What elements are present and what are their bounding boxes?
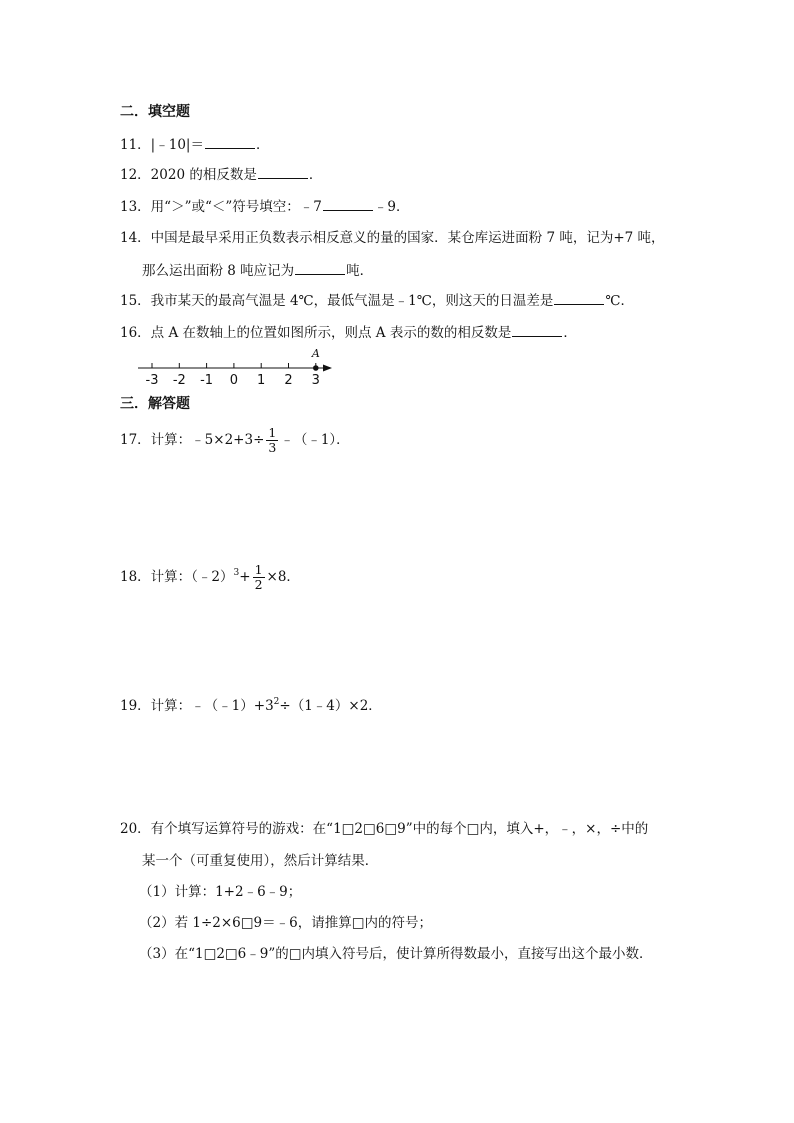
tick-label: 2 bbox=[284, 373, 293, 388]
question-text: ℃． bbox=[605, 293, 634, 309]
question-14-line2 bbox=[142, 261, 373, 280]
question-20-part3: （3）在“1□2□6﹣9”的□内填入符号后，使计算所得数最小，直接写出这个最小数． bbox=[139, 946, 653, 962]
question-12 bbox=[120, 165, 322, 184]
question-text: 16．点 A 在数轴上的位置如图所示，则点 A 表示的数的相反数是 bbox=[120, 325, 512, 341]
question-text: 吨． bbox=[346, 263, 374, 279]
question-text: ÷（1﹣4）×2． bbox=[279, 698, 382, 714]
question-text: 18．计算：（﹣2） bbox=[120, 569, 234, 585]
question-text: ． bbox=[563, 325, 577, 341]
exponent: 2 bbox=[273, 697, 280, 707]
section-title-solve: 三．解答题 bbox=[120, 396, 190, 412]
answer-blank[interactable] bbox=[512, 323, 562, 337]
question-text: ﹣（﹣1）． bbox=[280, 432, 350, 448]
answer-blank[interactable] bbox=[258, 165, 308, 179]
question-text: 15．我市某天的最高气温是 4℃，最低气温是﹣1℃，则这天的日温差是 bbox=[120, 293, 554, 309]
point-a-marker bbox=[313, 365, 319, 371]
fraction-denominator: 2 bbox=[254, 577, 263, 592]
question-20-part1: （1）计算：1+2﹣6﹣9； bbox=[139, 884, 302, 900]
question-20-line1: 20．有个填写运算符号的游戏：在“1□2□6□9”中的每个□内，填入+，﹣，×，÷中的 bbox=[120, 821, 649, 837]
question-text: ×8． bbox=[266, 569, 300, 585]
question-17 bbox=[120, 426, 350, 455]
tick-label: -2 bbox=[172, 373, 186, 388]
fraction bbox=[266, 426, 278, 455]
arrow-head-icon bbox=[323, 365, 332, 372]
question-text: 19．计算：﹣（﹣1）+3 bbox=[120, 698, 274, 714]
question-text: 17．计算：﹣5×2+3÷ bbox=[120, 432, 265, 448]
tick-label: -3 bbox=[145, 373, 159, 388]
fraction bbox=[253, 563, 265, 592]
answer-blank[interactable] bbox=[295, 261, 345, 275]
exponent: 3 bbox=[233, 568, 240, 578]
tick-label: 3 bbox=[311, 373, 320, 388]
fraction-numerator: 1 bbox=[268, 425, 277, 440]
plus-sign: + bbox=[239, 569, 251, 585]
question-13 bbox=[120, 197, 409, 216]
number-line-ticks bbox=[146, 363, 320, 388]
question-text: 12．2020 的相反数是 bbox=[120, 167, 257, 183]
section-title-fill-blank: 二．填空题 bbox=[120, 104, 190, 120]
question-20-line2: 某一个（可重复使用），然后计算结果． bbox=[142, 853, 379, 869]
tick-label: 1 bbox=[257, 373, 266, 388]
question-18 bbox=[120, 563, 300, 592]
answer-blank[interactable] bbox=[554, 291, 604, 305]
question-text: ﹣9． bbox=[373, 199, 410, 215]
question-20-part2: （2）若 1÷2×6□9＝﹣6，请推算□内的符号； bbox=[139, 915, 432, 931]
question-text: 13．用“＞”或“＜”符号填空：﹣7 bbox=[120, 199, 322, 215]
question-16 bbox=[120, 323, 577, 342]
question-text: ． bbox=[308, 167, 323, 183]
question-text: ． bbox=[255, 137, 270, 153]
question-11 bbox=[120, 135, 269, 154]
question-text: 11．|﹣10|＝ bbox=[120, 137, 204, 153]
point-a-label: A bbox=[311, 347, 320, 360]
answer-blank[interactable] bbox=[323, 197, 373, 211]
tick-label: 0 bbox=[229, 373, 239, 388]
tick-label: -1 bbox=[200, 373, 214, 388]
number-line-figure bbox=[132, 346, 342, 390]
question-19 bbox=[120, 697, 382, 715]
answer-blank[interactable] bbox=[205, 135, 255, 149]
question-14-line1: 14．中国是最早采用正负数表示相反意义的量的国家．某仓库运进面粉 7 吨，记为+7 吨， bbox=[120, 230, 665, 246]
fraction-denominator: 3 bbox=[268, 440, 277, 455]
question-text: 那么运出面粉 8 吨应记为 bbox=[142, 263, 295, 279]
fraction-numerator: 1 bbox=[254, 562, 263, 577]
question-15 bbox=[120, 291, 634, 310]
